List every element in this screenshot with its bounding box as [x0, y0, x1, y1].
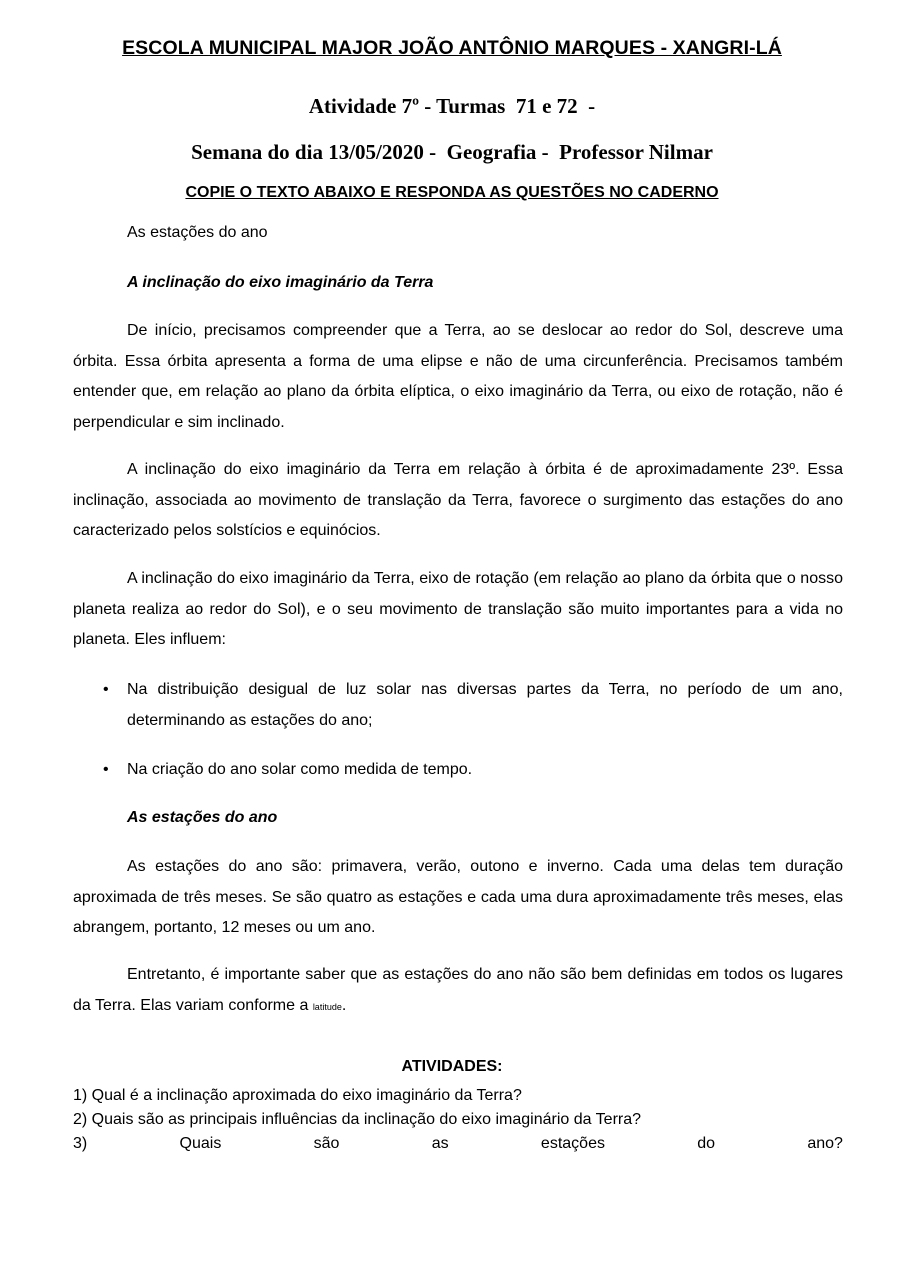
question-3-word: Quais — [179, 1135, 222, 1152]
question-3-word: do — [697, 1135, 716, 1152]
bullet-icon: • — [103, 761, 109, 778]
week-line: Semana do dia 13/05/2020 - Geografia - Professor Nilmar — [191, 140, 713, 164]
question-3-word: as — [431, 1135, 449, 1152]
instruction-heading: COPIE O TEXTO ABAIXO E RESPONDA AS QUESTÕES NO CADERNO — [185, 184, 719, 201]
subtitle-axis: A inclinação do eixo imaginário da Terra — [127, 274, 434, 291]
paragraph-3: A inclinação do eixo imaginário da Terra, eixo de rotação (em relação ao plano da órbita que o nosso planeta realiza ao redor do Sol), e o seu movimento de translação são muito importantes para a vida no planeta. Eles influem: — [73, 570, 843, 648]
question-3 — [73, 1132, 843, 1156]
paragraph-4: As estações do ano são: primavera, verão, outono e inverno. Cada uma delas tem duração aproximada de três meses. Se são quatro as estações e cada uma dura aproximadamente três meses, elas abrangem, portanto, 12 meses ou um ano. — [73, 858, 843, 936]
bullet-icon: • — [103, 681, 109, 698]
bullet-text: Na criação do ano solar como medida de tempo. — [127, 761, 473, 778]
question-3-word: estações — [540, 1135, 605, 1152]
bullet-text: Na distribuição desigual de luz solar nas diversas partes da Terra, no período de um ano, determinando as estações do ano; — [127, 681, 843, 729]
question-3-word: 3) — [73, 1135, 88, 1152]
latitude-word: latitude — [312, 1001, 342, 1012]
question-2: 2) Quais são as principais influências da inclinação do eixo imaginário da Terra? — [73, 1111, 642, 1128]
paragraph-5-end: . — [341, 996, 347, 1014]
bullet-item — [73, 755, 843, 786]
paragraph-2: A inclinação do eixo imaginário da Terra em relação à órbita é de aproximadamente 23º. Essa inclinação, associada ao movimento de translação da Terra, favorece o surgimento das estações do ano caracterizado pelos solstícios e equinócios. — [73, 461, 843, 539]
text-title: As estações do ano — [127, 224, 268, 241]
school-name: ESCOLA MUNICIPAL MAJOR JOÃO ANTÔNIO MARQUES - XANGRI-LÁ — [122, 37, 782, 59]
question-3-word: ano? — [807, 1135, 843, 1152]
question-3-word: são — [313, 1135, 340, 1152]
paragraph-5 — [73, 960, 843, 1022]
question-1: 1) Qual é a inclinação aproximada do eixo imaginário da Terra? — [73, 1087, 522, 1104]
subtitle-seasons: As estações do ano — [127, 809, 278, 826]
paragraph-1: De início, precisamos compreender que a Terra, ao se deslocar ao redor do Sol, descreve uma órbita. Essa órbita apresenta a forma de uma elipse e não de uma circunferência. Precisamos também entender que, em relação ao plano da órbita elíptica, o eixo imaginário da Terra, ou eixo de rotação, não é perpendicular e sim inclinado. — [73, 322, 843, 431]
paragraph-5-text: Entretanto, é importante saber que as estações do ano não são bem definidas em todos os lugares da Terra. Elas variam conforme a — [73, 966, 843, 1014]
activity-line: Atividade 7º - Turmas 71 e 72 - — [308, 94, 596, 118]
bullet-item — [73, 675, 843, 736]
activities-title: ATIVIDADES: — [401, 1058, 503, 1075]
